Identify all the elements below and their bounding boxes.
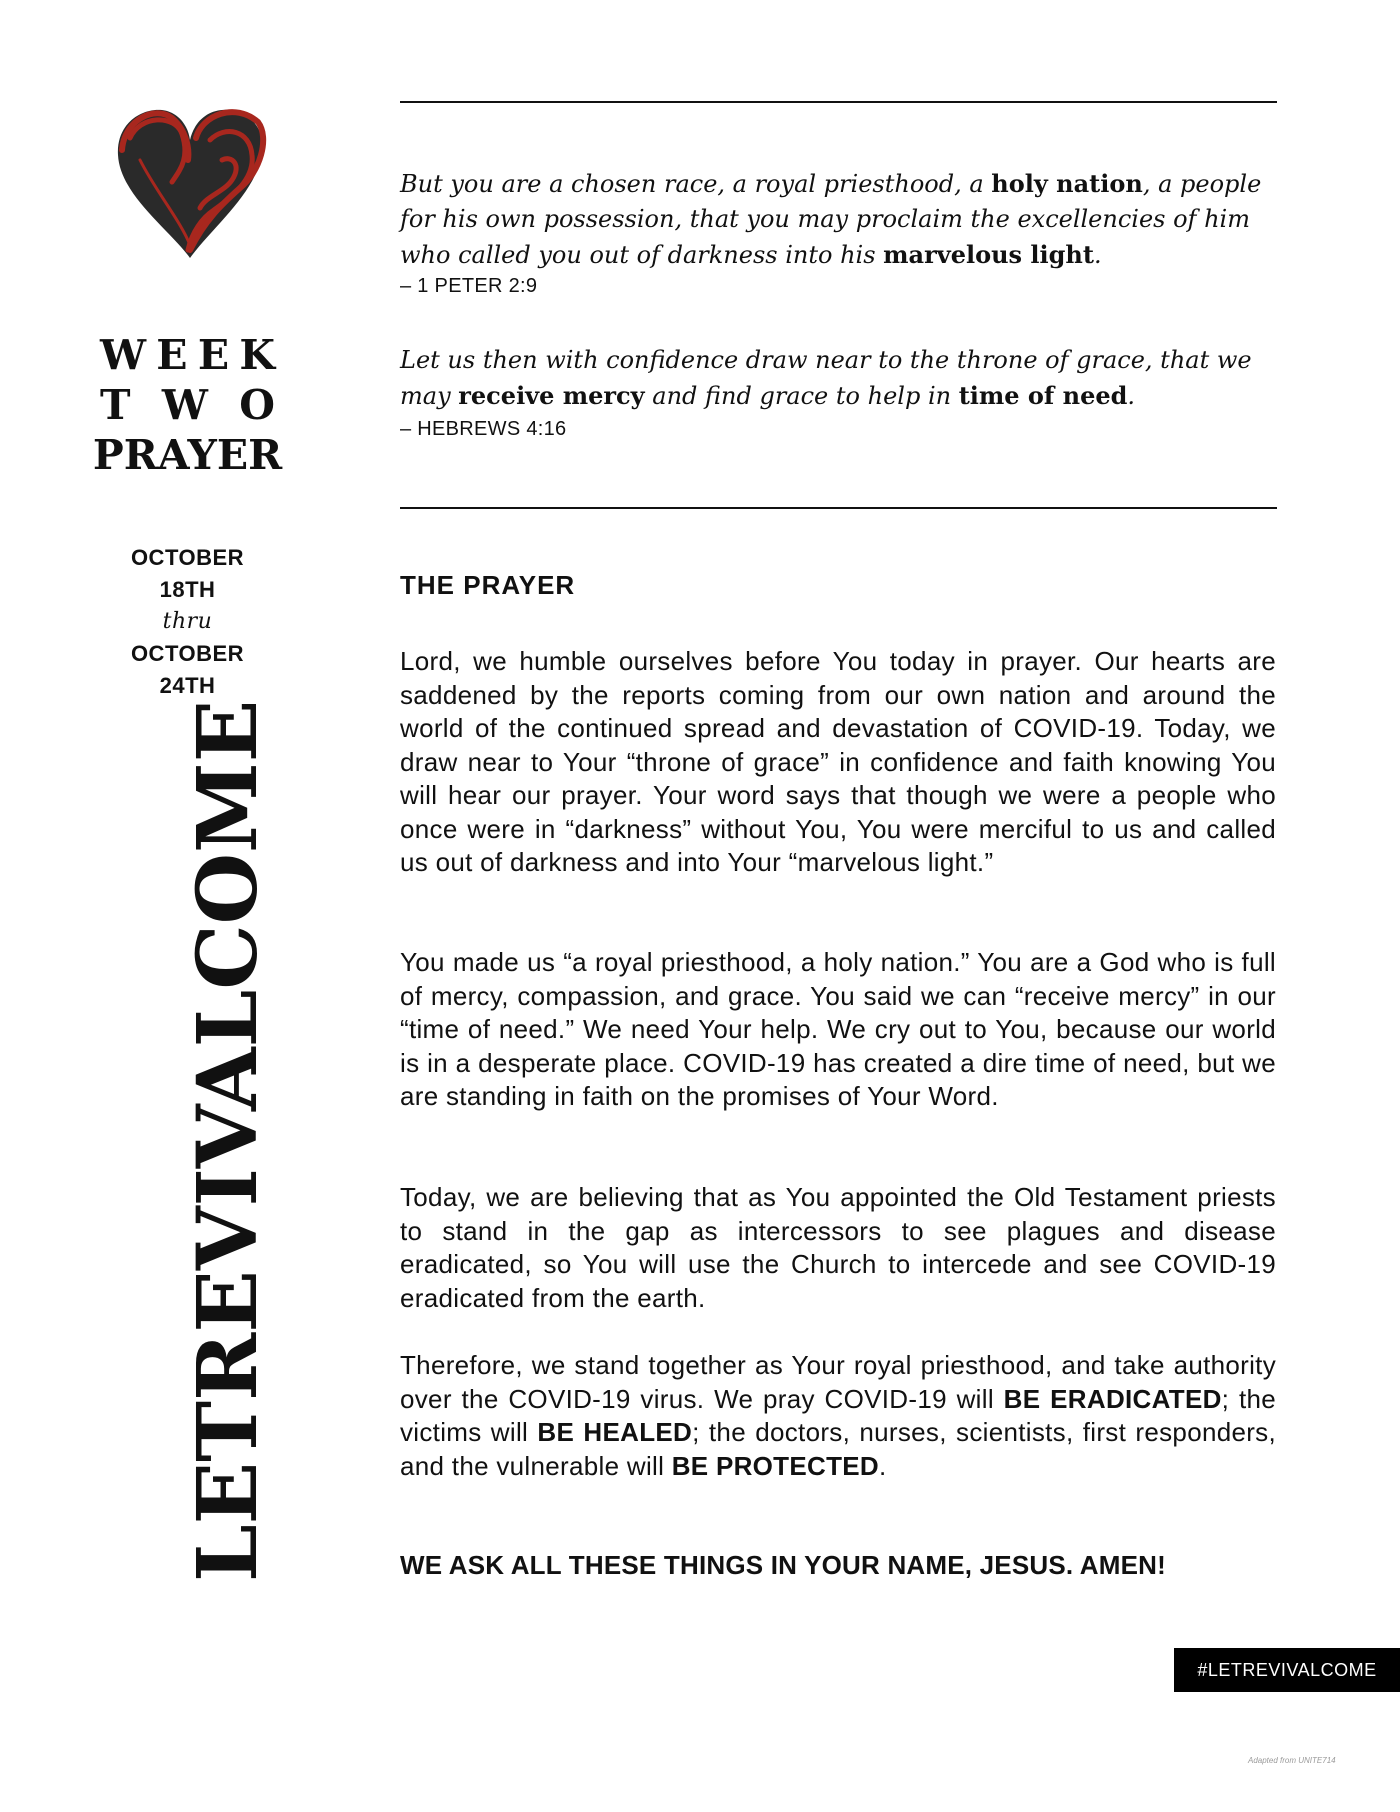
title-letter: E xyxy=(156,331,188,379)
body-text: . xyxy=(1093,241,1102,269)
body-text: But you are a chosen race, a royal priesthood, a xyxy=(400,170,992,198)
date-start-day: 18TH xyxy=(159,577,216,602)
body-text: You made us “a royal priesthood, a holy nation.” You are a God who is full of mercy, compassion, and grace. You said we can “receive mercy” in our “time of need.” We need Your help. We cry out to You, because our world is in a desperate place. COVID-19 has created a dire time of need, but we are standing in faith on the promises of Your Word. xyxy=(400,947,1276,1111)
date-range xyxy=(110,542,265,702)
date-start-month: OCTOBER xyxy=(130,545,245,570)
body-text: , a people for his own possession, that you may proclaim the excellencies of him who called you out of darkness into his xyxy=(400,170,1262,269)
prayer-paragraph-3 xyxy=(400,1181,1276,1315)
prayer-paragraph-2 xyxy=(400,946,1276,1114)
title-letter: W xyxy=(161,381,208,429)
body-text: . xyxy=(1127,382,1136,410)
body-text: Let us then with confidence draw near to the throne of grace, that we may xyxy=(400,346,1252,410)
emphasis-text: BE ERADICATED xyxy=(1003,1383,1222,1414)
body-text: Today, we are believing that as You appointed the Old Testament priests to stand in the gap as intercessors to see plagues and disease eradicated, so You will use the Church to intercede and see COVID-19 eradicated from the earth. xyxy=(400,1182,1276,1313)
title-letter: O xyxy=(239,381,275,429)
title-letter: K xyxy=(239,331,275,379)
emphasis-text: holy nation xyxy=(991,169,1143,198)
body-text: Therefore, we stand together as Your royal priesthood, and take authority over the COVID-19 virus. We pray COVID-19 will xyxy=(400,1350,1276,1414)
emphasis-text: BE HEALED xyxy=(537,1417,693,1447)
middle-divider xyxy=(400,507,1277,509)
body-text: and find grace to help in xyxy=(644,382,959,410)
prayer-heading: THE PRAYER xyxy=(400,570,576,600)
date-end-month: OCTOBER xyxy=(130,641,245,666)
week-title-line3: PRAYER xyxy=(92,431,283,479)
week-title-line1 xyxy=(100,330,275,380)
body-text: Lord, we humble ourselves before You today in prayer. Our hearts are saddened by the reports coming from our own nation and around the world of the continued spread and devastation of COVID-19. Today, we draw near to Your “throne of grace” in confidence and faith knowing You will hear our prayer. Your word says that though we were a people who once were in “darkness” without You, You were merciful to us and called us out of darkness and into Your “marvelous light.” xyxy=(400,646,1276,877)
prayer-closing: WE ASK ALL THESE THINGS IN YOUR NAME, JESUS. AMEN! xyxy=(400,1550,1166,1580)
verse-1-text xyxy=(400,166,1277,273)
week-title-line2 xyxy=(100,380,275,430)
emphasis-text: BE PROTECTED xyxy=(671,1450,879,1481)
verse-1-reference: – 1 PETER 2:9 xyxy=(400,275,538,297)
title-letter: W xyxy=(100,331,147,379)
date-end-day: 24TH xyxy=(159,673,216,698)
verse-2-text xyxy=(400,343,1277,414)
emphasis-text: marvelous light xyxy=(883,240,1094,269)
week-title xyxy=(92,330,283,480)
date-thru: thru xyxy=(162,609,213,634)
body-text: . xyxy=(879,1450,887,1481)
vertical-wordmark: LETREVIVALCOME xyxy=(180,699,276,1582)
title-letter: T xyxy=(100,381,131,429)
top-divider xyxy=(400,101,1277,103)
body-text: ; the victims will xyxy=(400,1383,1276,1447)
verse-2-reference: – HEBREWS 4:16 xyxy=(400,418,567,440)
heart-logo-icon xyxy=(110,100,270,260)
hashtag-badge: #LETREVIVALCOME xyxy=(1174,1648,1400,1692)
emphasis-text: time of need xyxy=(958,381,1128,410)
credit-note: Adapted from UNITE714 xyxy=(1248,1756,1336,1765)
prayer-paragraph-4 xyxy=(400,1349,1276,1483)
prayer-paragraph-1 xyxy=(400,645,1276,880)
emphasis-text: receive mercy xyxy=(458,381,645,410)
title-letter: E xyxy=(197,331,230,379)
body-text: ; the doctors, nurses, scientists, first responders, and the vulnerable will xyxy=(400,1417,1277,1481)
